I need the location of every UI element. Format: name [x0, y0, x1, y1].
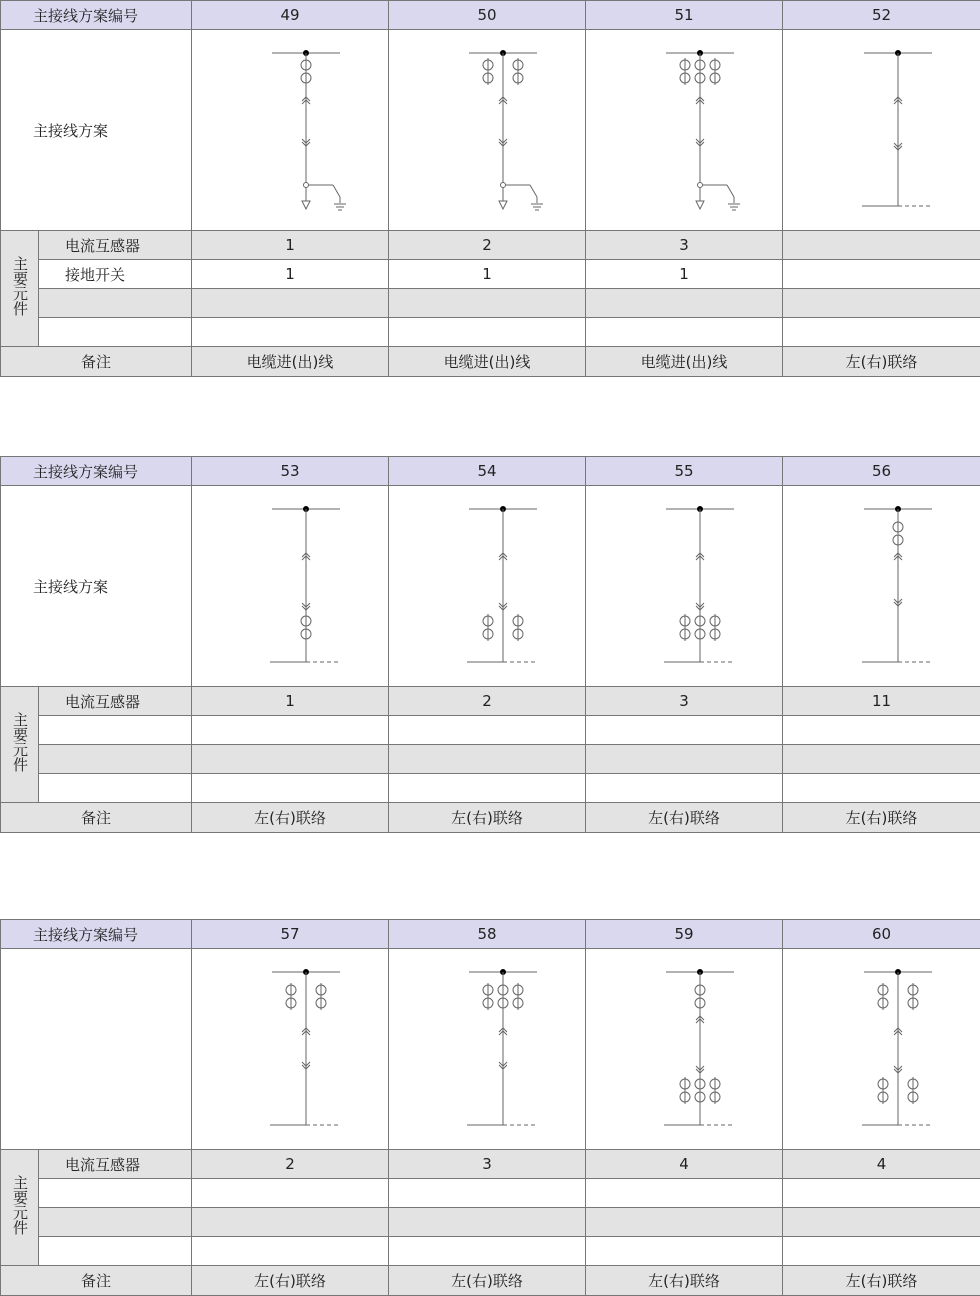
component-count — [389, 716, 586, 745]
scheme-number: 58 — [389, 920, 586, 949]
component-count — [389, 774, 586, 803]
component-count — [192, 716, 389, 745]
wiring-diagram — [802, 487, 962, 685]
wiring-diagram-cell — [586, 30, 783, 231]
component-name — [39, 289, 192, 318]
component-count — [586, 774, 783, 803]
component-count: 3 — [586, 231, 783, 260]
remark-value: 电缆进(出)线 — [586, 347, 783, 377]
wiring-diagram — [604, 950, 764, 1148]
scheme-number: 49 — [192, 1, 389, 30]
component-count: 1 — [586, 260, 783, 289]
wiring-diagram-cell — [783, 486, 980, 687]
component-count — [783, 289, 980, 318]
component-count — [586, 1208, 783, 1237]
component-count — [389, 1208, 586, 1237]
remark-value: 左(右)联络 — [389, 803, 586, 833]
component-name: 接地开关 — [39, 260, 192, 289]
component-count — [192, 1179, 389, 1208]
component-count — [389, 289, 586, 318]
cable-node — [501, 183, 506, 188]
wiring-diagram — [407, 31, 567, 229]
scheme-number: 55 — [586, 457, 783, 486]
components-label — [1, 687, 39, 803]
remark-value: 左(右)联络 — [586, 1266, 783, 1296]
component-count — [389, 318, 586, 347]
remark-value: 左(右)联络 — [586, 803, 783, 833]
header-label: 主接线方案编号 — [1, 1, 192, 30]
wiring-diagram — [802, 950, 962, 1148]
component-count: 1 — [192, 687, 389, 716]
remark-value: 电缆进(出)线 — [389, 347, 586, 377]
wiring-diagram-cell — [586, 949, 783, 1150]
wiring-diagram — [604, 31, 764, 229]
component-count: 4 — [783, 1150, 980, 1179]
wiring-diagram — [604, 487, 764, 685]
remark-label: 备注 — [1, 347, 192, 377]
component-count — [586, 1237, 783, 1266]
component-count: 3 — [586, 687, 783, 716]
wiring-diagram-cell — [389, 486, 586, 687]
scheme-number: 52 — [783, 1, 980, 30]
remark-value: 左(右)联络 — [783, 347, 980, 377]
wiring-diagram-cell — [783, 30, 980, 231]
wiring-diagram — [210, 31, 370, 229]
remark-value: 左(右)联络 — [389, 1266, 586, 1296]
remark-label: 备注 — [1, 1266, 192, 1296]
header-label: 主接线方案编号 — [1, 457, 192, 486]
component-count: 4 — [586, 1150, 783, 1179]
wiring-diagram-cell — [783, 949, 980, 1150]
scheme-table-2 — [0, 456, 980, 833]
scheme-number: 53 — [192, 457, 389, 486]
component-count — [783, 318, 980, 347]
wiring-diagram-cell — [192, 30, 389, 231]
scheme-number: 57 — [192, 920, 389, 949]
component-name — [39, 716, 192, 745]
components-label — [1, 1150, 39, 1266]
component-count: 1 — [192, 231, 389, 260]
cable-terminal-symbol — [499, 201, 507, 209]
component-name — [39, 774, 192, 803]
component-count — [783, 745, 980, 774]
cable-terminal-symbol — [696, 201, 704, 209]
components-label-text: 主要元件 — [11, 712, 29, 772]
remark-value: 左(右)联络 — [192, 803, 389, 833]
component-count: 2 — [389, 231, 586, 260]
component-count — [586, 1179, 783, 1208]
wiring-diagram-cell — [389, 30, 586, 231]
wiring-diagram — [210, 487, 370, 685]
component-count — [783, 260, 980, 289]
component-count: 1 — [192, 260, 389, 289]
scheme-number: 60 — [783, 920, 980, 949]
scheme-table-1 — [0, 0, 980, 377]
remark-value: 电缆进(出)线 — [192, 347, 389, 377]
component-count: 2 — [389, 687, 586, 716]
scheme-number: 54 — [389, 457, 586, 486]
component-count: 2 — [192, 1150, 389, 1179]
component-count: 1 — [389, 260, 586, 289]
component-name: 电流互感器 — [39, 687, 192, 716]
earth-switch-blade — [333, 185, 340, 197]
diagram-label: 主接线方案 — [1, 486, 192, 687]
component-count — [783, 231, 980, 260]
component-count — [586, 289, 783, 318]
components-label-text: 主要元件 — [11, 1175, 29, 1235]
component-count — [783, 716, 980, 745]
cable-terminal-symbol — [302, 201, 310, 209]
component-count — [783, 1237, 980, 1266]
component-count — [192, 745, 389, 774]
component-name — [39, 1237, 192, 1266]
remark-label: 备注 — [1, 803, 192, 833]
wiring-diagram — [407, 487, 567, 685]
wiring-diagram-cell — [192, 949, 389, 1150]
remark-value: 左(右)联络 — [783, 1266, 980, 1296]
component-count — [389, 745, 586, 774]
diagram-label: 主接线方案 — [1, 30, 192, 231]
component-name — [39, 745, 192, 774]
earth-switch-blade — [727, 185, 734, 197]
component-name: 电流互感器 — [39, 1150, 192, 1179]
components-label-text: 主要元件 — [11, 256, 29, 316]
component-count — [192, 289, 389, 318]
component-count — [586, 318, 783, 347]
scheme-number: 59 — [586, 920, 783, 949]
component-count — [783, 1179, 980, 1208]
wiring-diagram — [210, 950, 370, 1148]
header-label: 主接线方案编号 — [1, 920, 192, 949]
earth-switch-blade — [530, 185, 537, 197]
component-count — [192, 1237, 389, 1266]
scheme-number: 51 — [586, 1, 783, 30]
component-name: 电流互感器 — [39, 231, 192, 260]
wiring-diagram-cell — [192, 486, 389, 687]
component-count — [192, 774, 389, 803]
wiring-diagram — [407, 950, 567, 1148]
components-label — [1, 231, 39, 347]
component-count: 11 — [783, 687, 980, 716]
component-name — [39, 1179, 192, 1208]
remark-value: 左(右)联络 — [192, 1266, 389, 1296]
component-count — [192, 318, 389, 347]
component-name — [39, 1208, 192, 1237]
component-count — [389, 1237, 586, 1266]
component-count — [783, 774, 980, 803]
wiring-diagram — [802, 31, 962, 229]
scheme-number: 56 — [783, 457, 980, 486]
scheme-table-3 — [0, 919, 980, 1296]
component-count — [389, 1179, 586, 1208]
cable-node — [304, 183, 309, 188]
component-count — [586, 745, 783, 774]
component-count — [586, 716, 783, 745]
cable-node — [698, 183, 703, 188]
remark-value: 左(右)联络 — [783, 803, 980, 833]
component-count: 3 — [389, 1150, 586, 1179]
component-count — [783, 1208, 980, 1237]
wiring-diagram-cell — [389, 949, 586, 1150]
diagram-label — [1, 949, 192, 1150]
scheme-number: 50 — [389, 1, 586, 30]
component-count — [192, 1208, 389, 1237]
component-name — [39, 318, 192, 347]
wiring-diagram-cell — [586, 486, 783, 687]
